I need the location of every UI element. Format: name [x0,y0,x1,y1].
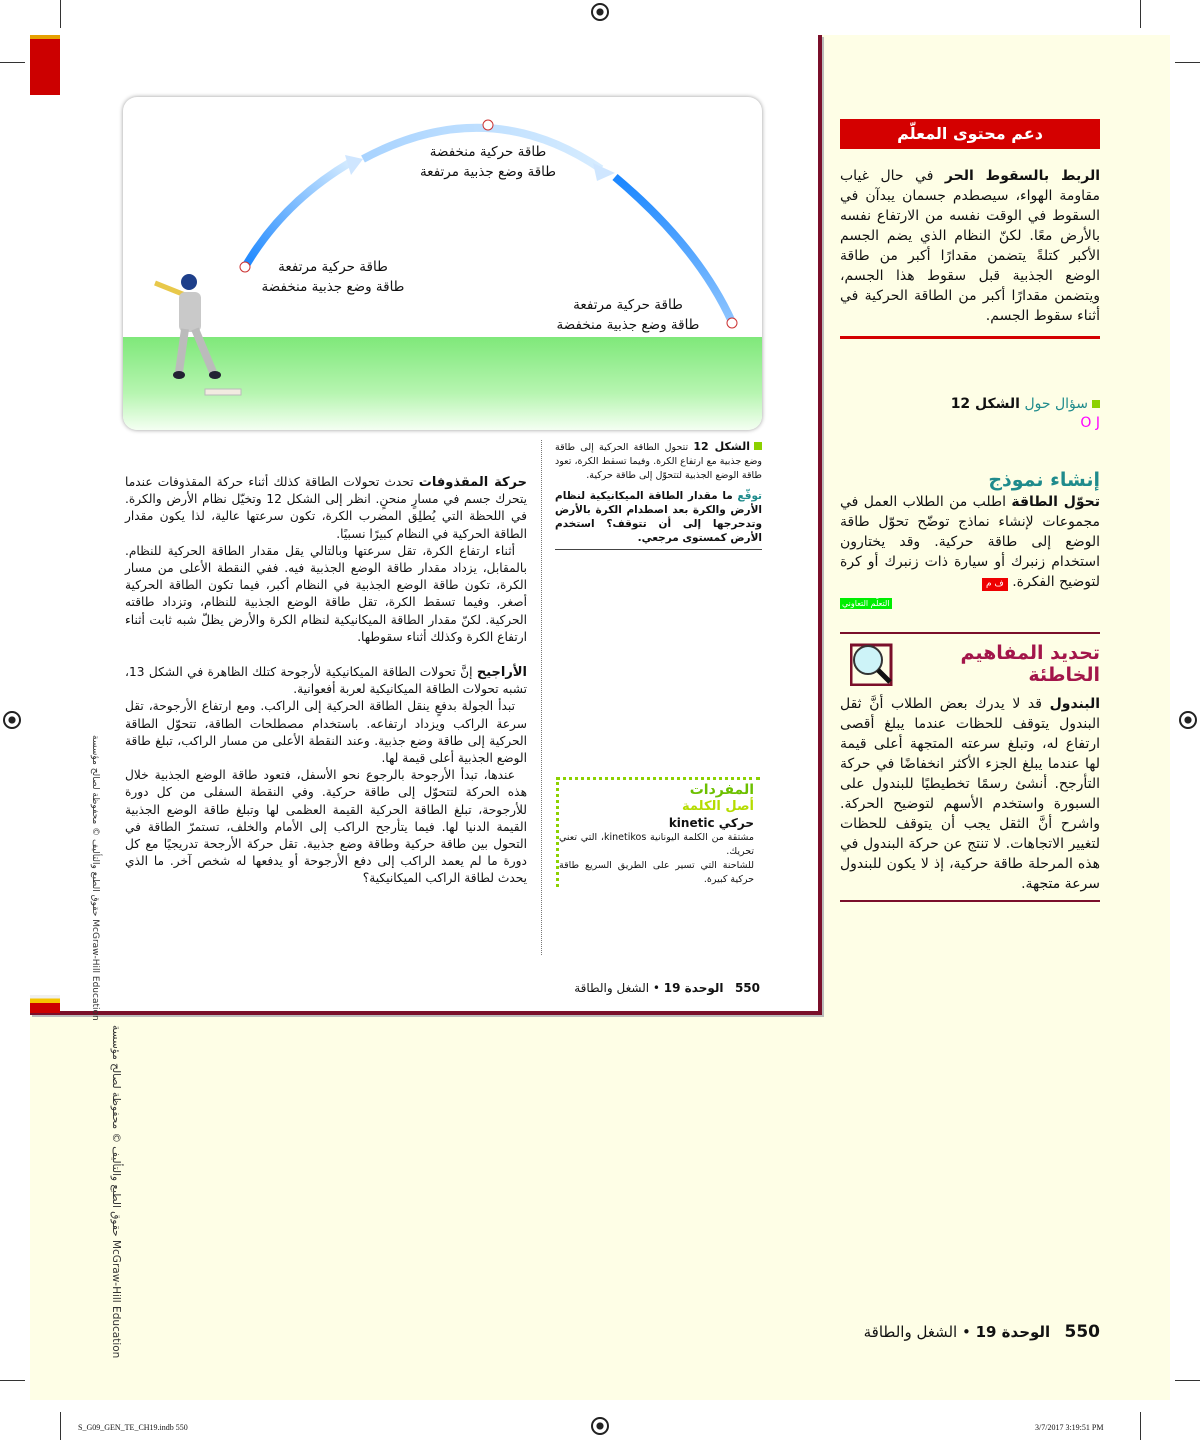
registration-mark-icon [3,711,21,729]
model-text: اطلب من الطلاب العمل في مجموعات لإنشاء نماذج توضّح تحوّل طاقة الوضع إلى طاقة حركية. وقد يختارون استخدام زنبرك أو سيارة ذات زنبرك أو كرة لتوضيح الفكرة. [840,494,1100,590]
figure-number: الشكل 12 [693,440,750,453]
teacher-page-footer [840,1322,1100,1342]
crop-mark [0,62,25,63]
label-potential-high: طاقة وضع جذبية مرتفعة [419,164,557,180]
vocab-subtitle: أصل الكلمة [682,799,754,814]
vocab-example: للشاحنة التي تسير على الطريق السريع طاقة حركية كبيرة. [559,860,754,885]
predict-question: ما مقدار الطاقة الميكانيكية لنظام الأرض والكرة بعد اصطدام الكرة بالأرض وتدحرجها إلى أن تتوقف؟ استخدم الأرض كمستوى مرجعي. [555,490,762,544]
label-potential-low: طاقة وضع جذبية منخفضة [556,317,700,333]
predict-label: توقّع [737,490,762,502]
arc-rising [245,162,351,267]
student-page-footer [560,981,760,995]
bullet-square-icon [1092,400,1100,408]
color-tab-top [30,35,60,95]
model-title: إنشاء نموذج [988,469,1100,491]
paragraph: تبدأ الجولة بدفعٍ ينقل الطاقة الحركية إلى الراكب. ومع ارتفاع الأرجوحة، تقل سرعة الراكب ويزداد ارتفاعه. باستخدام مصطلحات الطاقة، تتحوّل الطاقة الحركية إلى طاقة وضع جذبية. وعند النقطة الأعلى من مسار الراكب، تبلغ طاقة الوضع الجذبية أعلى قيمة لها. [125,699,527,766]
arrow-head-icon [593,163,615,181]
free-fall-heading: الربط بالسقوط الحر [944,168,1100,184]
batter-icon [155,274,241,395]
registration-mark-icon [1179,711,1197,729]
question-figure: الشكل 12 [950,396,1020,412]
model-heading: تحوّل الطاقة [1011,494,1100,510]
question-label: سؤال حول [1024,396,1088,412]
caption-text: تتحول الطاقة الحركية إلى طاقة وضع جذبية مع ارتفاع الكرة. وفيما تسقط الكرة، تعود طاقة الوضع الجذبية لتتحوّل إلى طاقة حركية. [555,442,762,481]
unit-title: • الشغل والطاقة [574,981,660,995]
question-code: O J [1080,415,1100,431]
projectile-figure [123,97,762,430]
misconceptions-title: تحديد المفاهيم الخاطئة [960,642,1100,686]
misconception-heading: البندول [1049,696,1101,712]
baseball-icon [727,318,737,328]
registration-mark-icon [591,1417,609,1435]
crop-mark [1140,1412,1141,1440]
page-number: 550 [1064,1322,1100,1342]
level-tag: ف م [982,578,1008,591]
misconceptions-box [840,632,1100,902]
cooperative-learning-tag: التعلّم التعاوني [842,599,890,608]
slug-filename: S_G09_GEN_TE_CH19.indb 550 [78,1423,188,1432]
crop-mark [1175,62,1200,63]
paragraph: إنَّ تحولات الطاقة الميكانيكية لأرجوحة كتلك الظاهرة في الشكل 13، تشبه تحولات الطاقة الميكانيكية لعربة أفعوانية. [125,665,527,697]
color-tab-bottom [30,995,60,1013]
label-kinetic-high: طاقة حركية مرتفعة [278,259,388,275]
label-potential-low: طاقة وضع جذبية منخفضة [261,279,405,295]
misconception-text: قد لا يدرك بعض الطلاب أنَّ ثقل البندول يتوقف للحظات عندما يبلغ أقصى ارتفاع له، وتبلغ سرعته المتجهة أعلى قيمة لها عندما يبلغ الجزء الأكثر انخفاضًا في حركة التأرجح. أنشئ رسمًا تخطيطيًا للبندول على السبورة واستخدم الأسهم لتوضيح الحركة. واشرح أنَّ الثقل يجب أن يتوقف للحظات لتغيير الاتجاهات. لا تنتج عن حركة البندول في هذه المرحلة طاقة حركية، إذ لا يكون للبندول سرعة متجهة. [840,696,1100,892]
vocab-term: حركي kinetic [668,816,754,830]
column-divider [541,440,542,955]
crop-mark [60,1412,61,1440]
baseball-icon [483,120,493,130]
unit-label: الوحدة 19 [975,1323,1051,1341]
slug-date: 3/7/2017 3:19:51 PM [1035,1423,1104,1432]
vocab-definition: مشتقة من الكلمة اليونانية kinetikos، التي تعني تحريك. [559,832,754,857]
figure-caption [555,440,762,550]
figure-question [840,394,1100,432]
registration-mark-icon [591,3,609,21]
magnifier-icon [850,642,894,686]
swings-heading: الأراجيح [476,665,527,681]
label-peak [393,142,583,182]
bullet-square-icon [754,442,762,450]
crop-mark [0,1380,25,1381]
teacher-support-box [840,119,1100,339]
label-launch [238,257,428,297]
vocabulary-box [556,777,760,887]
vocab-title: المفردات [689,782,754,798]
copyright-vertical: حقوق الطبع والتأليف © محفوظة لصالح مؤسسة McGraw-Hill Education [90,735,100,1021]
crop-mark [1175,1380,1200,1381]
label-kinetic-low: طاقة حركية منخفضة [429,144,547,160]
paragraph: تحدث تحولات الطاقة كذلك أثناء حركة المقذوفات عندما يتحرك جسم في مسارٍ منحنٍ. انظر إلى الشكل 12 وتخيّل نظام الأرض والكرة. في اللحظة التي يُطلِق المضرب الكرة، تكون سرعتها عالية، لذا يكون مقدار الطاقة الحركية في النظام كبيرًا نسبيًا. [125,475,527,541]
copyright-vertical: حقوق الطبع والتأليف © محفوظة لصالح مؤسسة McGraw-Hill Education [110,1025,122,1359]
label-kinetic-high: طاقة حركية مرتفعة [573,297,683,313]
main-body-text [125,474,527,888]
page-number: 550 [734,981,760,995]
label-landing [533,295,723,335]
crop-mark [1140,0,1141,28]
projectile-heading: حركة المقذوفات [418,475,527,490]
teacher-support-header: دعم محتوى المعلّم [840,119,1100,149]
model-activity [840,468,1100,612]
unit-title: • الشغل والطاقة [863,1323,971,1341]
paragraph: عندها، تبدأ الأرجوحة بالرجوع نحو الأسفل، فتعود طاقة الوضع الجذبية خلال هذه الحركة لتتحوّل إلى طاقة حركية. وفي النقطة السفلى من كل دورة للأرجوحة، تبلغ الطاقة الحركية القيمة العظمى لها وتبلغ طاقة الوضع الجذبية القيمة الدنيا لها. فيما يتأرجح الراكب إلى الأمام والخلف، تستمرّ الطاقة في التحول بين طاقة حركية وطاقة وضع جذبية. تقل حركة الأرجحة تدريجيًا مع كل دورة ما لم يعمد الراكب إلى دفع الأرجوحة أو يدفعها له شخص آخر. ما الذي يحدث لطاقة الراكب الميكانيكية؟ [125,768,527,886]
free-fall-text: في حال غياب مقاومة الهواء، سيصطدم جسمان يبدآن في السقوط في الوقت نفسه من الارتفاع نفسه بالأرض معًا. لكنّ النظام الذي يضم الجسم الأكبر كتلةً يتضمن مقدارًا أكبر من طاقة الوضع الجذبية قبل سقوط هذا الجسم، ويتضمن مقدارًا أكبر من الطاقة الحركية في أثناء سقوط الجسم. [840,168,1100,324]
paragraph: أثناء ارتفاع الكرة، تقل سرعتها وبالتالي يقل مقدار الطاقة الحركية للنظام. بالمقابل، يزداد مقدار طاقة الوضع الجذبية فيه. ففي النقطة الأعلى من مسار الكرة، تكون طاقة الوضع الجذبية في النظام أكبر، فيما تكون الطاقة الحركية أصغر. وفيما تسقط الكرة، تقل طاقة الوضع الجذبية للنظام، وتزداد طاقته الحركية. لكنّ مقدار الطاقة الميكانيكية لنظام الكرة والأرض يظلّ شبه ثابت أثناء ارتفاع الكرة وكذلك أثناء سقوطها. [125,543,527,644]
crop-mark [60,0,61,28]
unit-label: الوحدة 19 [663,981,724,995]
